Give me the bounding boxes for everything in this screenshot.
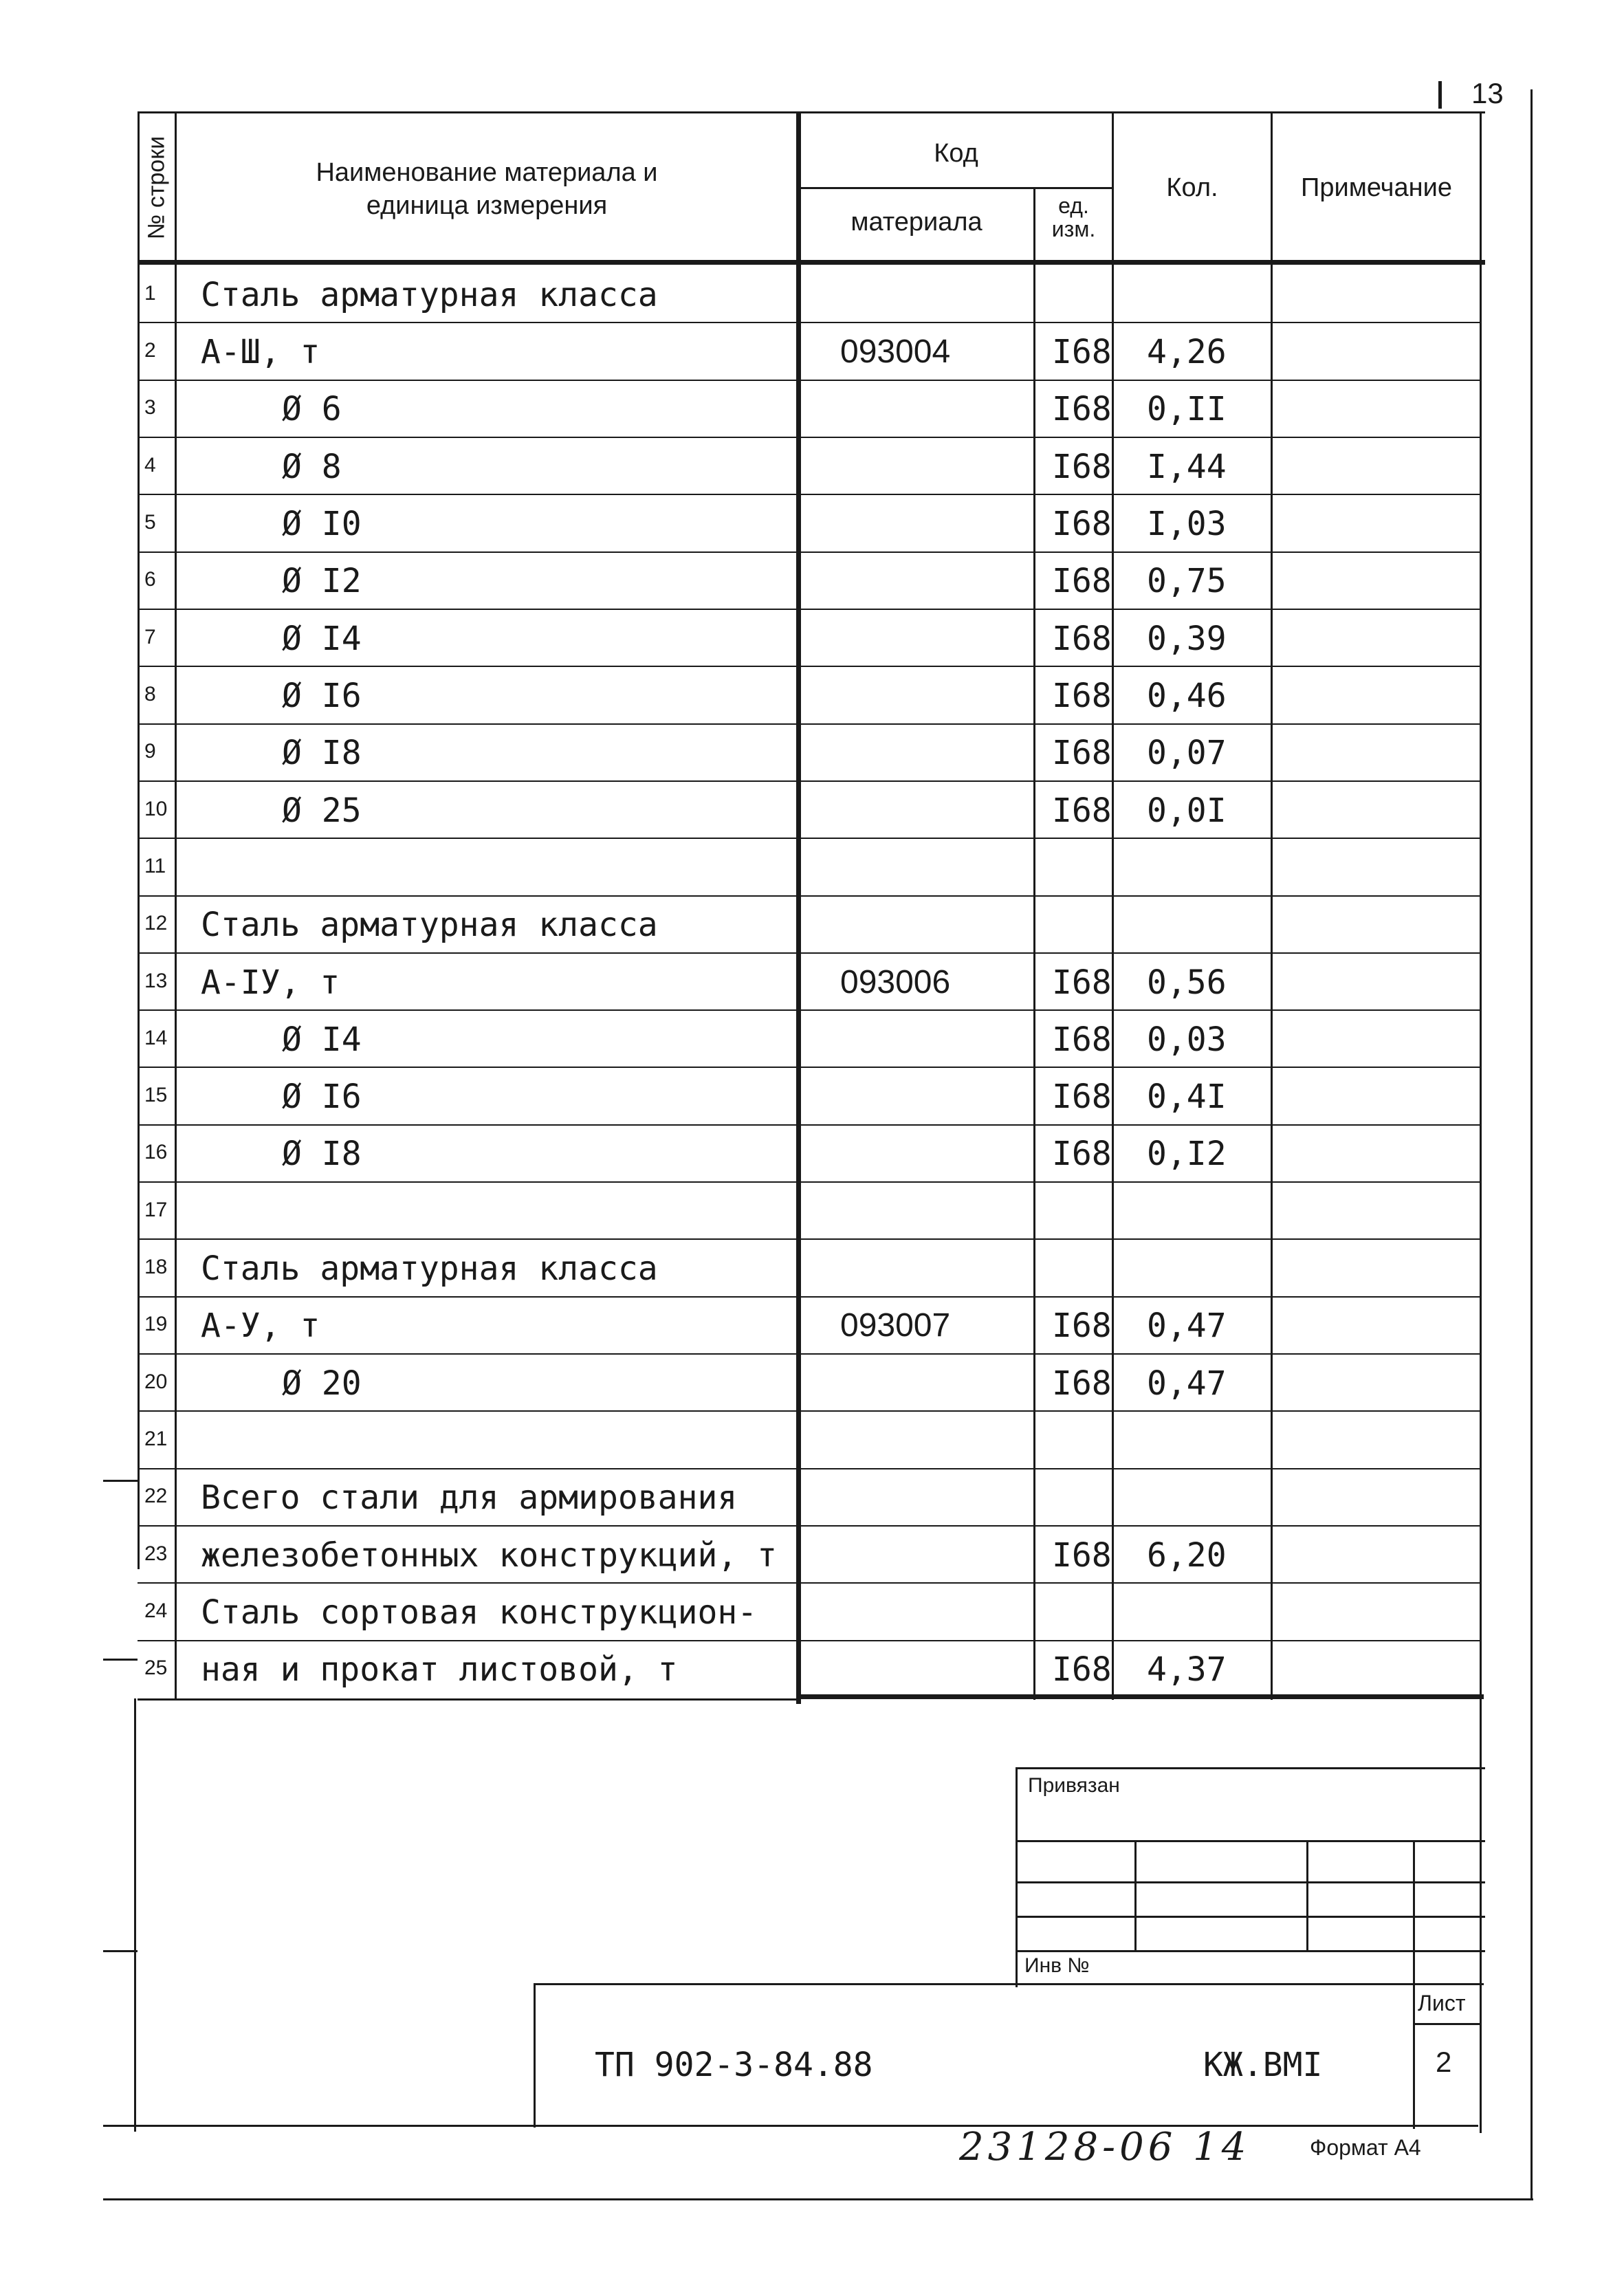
row-unit: I68 bbox=[1052, 332, 1112, 371]
row-number: 21 bbox=[144, 1428, 168, 1451]
row-name: Ø 25 bbox=[282, 791, 362, 830]
row-qty: 0,47 bbox=[1147, 1307, 1227, 1346]
row-divider bbox=[138, 322, 1482, 323]
row-number: 18 bbox=[144, 1256, 168, 1279]
row-name: Всего стали для армирования bbox=[201, 1478, 738, 1518]
bound-label: Привязан bbox=[1028, 1774, 1120, 1797]
row-number: 9 bbox=[144, 740, 156, 763]
header-material: материала bbox=[851, 208, 983, 237]
row-number: 3 bbox=[144, 396, 156, 419]
row-number: 11 bbox=[144, 854, 166, 877]
row-name: Ø I6 bbox=[282, 1078, 362, 1117]
row-name: Сталь арматурная класса bbox=[201, 1249, 658, 1289]
corner-sheet-number: 13 bbox=[1471, 77, 1504, 109]
margin-tick-3 bbox=[103, 1950, 138, 1952]
row-qty: 4,37 bbox=[1147, 1650, 1227, 1690]
row-name: Сталь арматурная класса bbox=[201, 906, 658, 945]
row-divider bbox=[138, 1124, 1482, 1126]
row-number: 22 bbox=[144, 1485, 168, 1508]
sheet-label-line bbox=[1413, 2023, 1482, 2025]
row-name: Ø I4 bbox=[282, 1020, 362, 1059]
row-unit: I68 bbox=[1052, 676, 1112, 715]
row-divider bbox=[138, 1181, 1482, 1183]
row-material-code: 093007 bbox=[840, 1307, 951, 1344]
row-unit: I68 bbox=[1052, 1020, 1112, 1059]
row-number: 5 bbox=[144, 510, 156, 534]
row-number: 25 bbox=[144, 1657, 168, 1680]
row-unit: I68 bbox=[1052, 562, 1112, 601]
row-unit: I68 bbox=[1052, 619, 1112, 658]
stamp-line-1 bbox=[1018, 1840, 1485, 1842]
stamp-col-1 bbox=[1134, 1840, 1137, 1950]
row-number: 1 bbox=[144, 281, 156, 305]
row-name: Ø I4 bbox=[282, 619, 362, 658]
stamp-line-4 bbox=[1018, 1950, 1485, 1952]
row-unit: I68 bbox=[1052, 1364, 1112, 1403]
doc-code: ТП 902-3-84.88 bbox=[595, 2046, 873, 2084]
margin-tick-1 bbox=[103, 1480, 138, 1482]
row-material-code: 093006 bbox=[840, 963, 951, 1001]
row-divider bbox=[138, 1296, 1482, 1298]
margin-tick-2 bbox=[103, 1659, 138, 1661]
row-name: Ø I6 bbox=[282, 676, 362, 715]
row-name: А-Ш, т bbox=[201, 332, 320, 371]
row-number: 10 bbox=[144, 797, 168, 820]
row-unit: I68 bbox=[1052, 1650, 1112, 1690]
row-divider bbox=[138, 609, 1482, 610]
row-qty: 0,4I bbox=[1147, 1078, 1227, 1117]
row-qty: 0,07 bbox=[1147, 734, 1227, 773]
row-divider bbox=[138, 1238, 1482, 1240]
row-divider bbox=[138, 666, 1482, 667]
row-qty: I,03 bbox=[1147, 504, 1227, 543]
row-name: железобетонных конструкций, т bbox=[201, 1535, 778, 1575]
row-name: Сталь сортовая конструкцион- bbox=[201, 1593, 758, 1632]
sheet-number: 2 bbox=[1436, 2046, 1452, 2078]
header-name-line2: единица измерения bbox=[366, 191, 608, 220]
row-divider bbox=[138, 380, 1482, 381]
row-qty: 0,56 bbox=[1147, 963, 1227, 1002]
row-name: Ø I2 bbox=[282, 562, 362, 601]
row-divider bbox=[138, 1640, 1482, 1641]
row-number: 17 bbox=[144, 1198, 168, 1221]
row-unit: I68 bbox=[1052, 1078, 1112, 1117]
header-unit-line1: ед. bbox=[1058, 193, 1089, 218]
row-name: Ø 6 bbox=[282, 390, 342, 429]
row-number: 23 bbox=[144, 1542, 168, 1565]
row-divider bbox=[138, 723, 1482, 725]
row-qty: 0,03 bbox=[1147, 1020, 1227, 1059]
row-number: 15 bbox=[144, 1084, 168, 1107]
row-qty: 0,46 bbox=[1147, 676, 1227, 715]
row-qty: 0,0I bbox=[1147, 791, 1227, 830]
row-unit: I68 bbox=[1052, 1535, 1112, 1575]
row-qty: 0,II bbox=[1147, 390, 1227, 429]
row-divider bbox=[138, 1009, 1482, 1011]
row-name: ная и прокат листовой, т bbox=[201, 1650, 678, 1690]
row-divider bbox=[138, 551, 1482, 553]
row-unit: I68 bbox=[1052, 791, 1112, 830]
header-code: Код bbox=[934, 139, 978, 168]
row-name: Ø 8 bbox=[282, 447, 342, 486]
row-divider bbox=[138, 1353, 1482, 1355]
header-qty: Кол. bbox=[1166, 173, 1218, 202]
row-number: 14 bbox=[144, 1026, 168, 1049]
row-number: 13 bbox=[144, 969, 168, 992]
row-divider bbox=[138, 1067, 1482, 1068]
row-number: 8 bbox=[144, 682, 156, 706]
row-number: 24 bbox=[144, 1599, 168, 1623]
row-number: 16 bbox=[144, 1141, 168, 1164]
stamp-col-2 bbox=[1306, 1840, 1308, 1950]
row-name: А-У, т bbox=[201, 1307, 320, 1346]
format-label: Формат А4 bbox=[1310, 2135, 1421, 2160]
sheet-label: Лист bbox=[1418, 1991, 1466, 2015]
row-number: 2 bbox=[144, 338, 156, 362]
row-name: Сталь арматурная класса bbox=[201, 275, 658, 314]
row-number: 4 bbox=[144, 453, 156, 477]
stamp-main-left-line bbox=[534, 1983, 536, 2128]
stamp-line-3 bbox=[1018, 1916, 1485, 1918]
row-qty: 4,26 bbox=[1147, 332, 1227, 371]
row-qty: 0,75 bbox=[1147, 562, 1227, 601]
row-divider bbox=[138, 952, 1482, 954]
row-name: А-IУ, т bbox=[201, 963, 340, 1002]
row-number: 12 bbox=[144, 912, 168, 935]
row-unit: I68 bbox=[1052, 504, 1112, 543]
stamp-line-2 bbox=[1018, 1881, 1485, 1883]
stamp-main-top-line bbox=[535, 1983, 1484, 1985]
row-divider bbox=[138, 1525, 1482, 1527]
stamp-left-line bbox=[1016, 1767, 1018, 1987]
row-divider bbox=[138, 838, 1482, 839]
row-qty: I,44 bbox=[1147, 447, 1227, 486]
handwritten-number: 23128-06 14 bbox=[959, 2125, 1251, 2169]
row-divider bbox=[138, 1468, 1482, 1469]
row-number: 20 bbox=[144, 1370, 168, 1393]
row-name: Ø 20 bbox=[282, 1364, 362, 1403]
row-qty: 0,39 bbox=[1147, 619, 1227, 658]
row-qty: 0,I2 bbox=[1147, 1135, 1227, 1174]
row-divider bbox=[138, 780, 1482, 782]
row-divider bbox=[138, 494, 1482, 495]
row-unit: I68 bbox=[1052, 963, 1112, 1002]
row-number: 6 bbox=[144, 568, 156, 591]
header-note: Примечание bbox=[1301, 173, 1452, 202]
row-divider bbox=[138, 1410, 1482, 1412]
row-unit: I68 bbox=[1052, 1135, 1112, 1174]
header-unit-line2: изм. bbox=[1051, 217, 1096, 241]
row-divider bbox=[138, 895, 1482, 897]
stamp-top-line bbox=[1018, 1767, 1485, 1769]
row-unit: I68 bbox=[1052, 734, 1112, 773]
row-divider bbox=[138, 1582, 1482, 1584]
row-number: 7 bbox=[144, 625, 156, 648]
row-name: Ø I8 bbox=[282, 1135, 362, 1174]
row-material-code: 093004 bbox=[840, 333, 951, 370]
row-unit: I68 bbox=[1052, 447, 1112, 486]
row-name: Ø I8 bbox=[282, 734, 362, 773]
row-name: Ø I0 bbox=[282, 504, 362, 543]
row-qty: 0,47 bbox=[1147, 1364, 1227, 1403]
doc-mark: КЖ.ВМI bbox=[1203, 2046, 1323, 2084]
inv-label: Инв № bbox=[1024, 1954, 1090, 1977]
row-unit: I68 bbox=[1052, 390, 1112, 429]
header-row-number-label: № строки bbox=[143, 135, 170, 239]
row-number: 19 bbox=[144, 1313, 168, 1336]
row-qty: 6,20 bbox=[1147, 1535, 1227, 1575]
row-unit: I68 bbox=[1052, 1307, 1112, 1346]
row-divider bbox=[138, 437, 1482, 438]
header-name-line1: Наименование материала и bbox=[316, 158, 658, 187]
